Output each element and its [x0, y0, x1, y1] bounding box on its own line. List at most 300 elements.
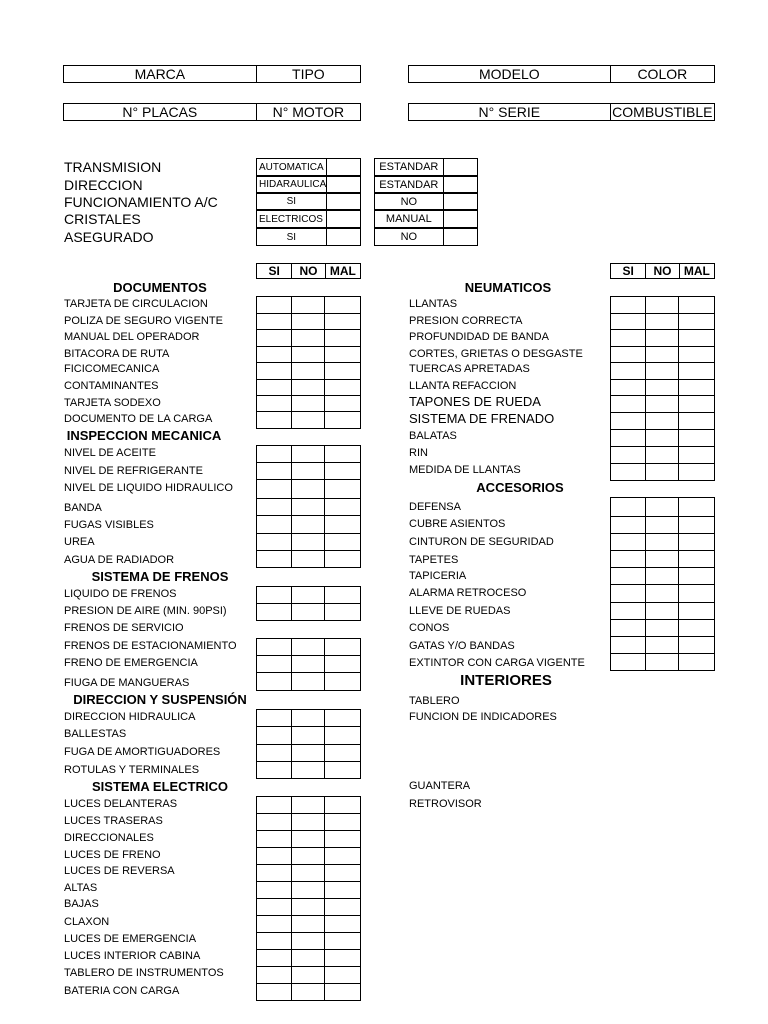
checkbox-no[interactable] [646, 447, 680, 464]
checkbox-mal[interactable] [325, 848, 361, 865]
column-header-right [610, 263, 715, 279]
checkbox-mal[interactable] [325, 363, 361, 380]
checkbox-mal[interactable] [325, 797, 361, 814]
checkbox-row [257, 762, 361, 779]
checklist-item-label: LUCES TRASERAS [64, 815, 163, 827]
checkbox-no[interactable] [292, 745, 326, 762]
checkbox-si[interactable] [257, 551, 292, 568]
checklist-item-label: TAPETES [409, 554, 459, 566]
checkbox-no[interactable] [646, 297, 680, 314]
checkbox-no[interactable] [292, 967, 326, 984]
checkbox-si[interactable] [611, 654, 646, 671]
checkbox-si[interactable] [257, 297, 292, 314]
checkbox-mal[interactable] [325, 831, 361, 848]
checkbox-si[interactable] [257, 499, 292, 516]
checkbox-no[interactable] [292, 551, 326, 568]
checkbox-mal[interactable] [679, 314, 715, 330]
checkbox-grid [256, 445, 361, 568]
checklist-item-label: PRESION CORRECTA [409, 315, 523, 327]
checklist-item-label: DOCUMENTO DE LA CARGA [64, 413, 213, 425]
checkbox-mal[interactable] [325, 933, 361, 950]
checkbox-si[interactable] [257, 882, 292, 899]
checkbox-si[interactable] [257, 363, 292, 380]
checklist-item-label: NIVEL DE ACEITE [64, 447, 156, 459]
option-a-text: HIDARAULICA [259, 179, 327, 190]
checkbox-row [257, 297, 361, 314]
checkbox-mal[interactable] [679, 297, 715, 314]
checklist-item-label: MEDIDA DE LLANTAS [409, 464, 521, 476]
header-cell-combustible: COMBUSTIBLE [610, 104, 714, 120]
checklist-item-label: CONOS [409, 622, 450, 634]
checkbox-mal[interactable] [325, 967, 361, 984]
checklist-item-label: ALARMA RETROCESO [409, 587, 527, 599]
checkbox-mal[interactable] [325, 516, 361, 534]
option-b-checkbox[interactable] [443, 194, 477, 209]
checklist-item-label: AGUA DE RADIADOR [64, 554, 175, 566]
checkbox-no[interactable] [292, 865, 326, 882]
checkbox-no[interactable] [646, 534, 680, 551]
option-a-checkbox[interactable] [326, 194, 360, 209]
checkbox-no[interactable] [292, 814, 326, 831]
checkbox-mal[interactable] [325, 347, 361, 363]
checkbox-mal[interactable] [679, 498, 715, 517]
checkbox-mal[interactable] [679, 585, 715, 603]
checklist-item-label: ALTAS [64, 882, 98, 894]
checkbox-si[interactable] [257, 604, 292, 621]
option-b-checkbox[interactable] [443, 177, 477, 192]
column-mal: MAL [679, 264, 714, 278]
checkbox-no[interactable] [292, 882, 326, 899]
checkbox-row [257, 463, 361, 480]
checkbox-row [611, 447, 715, 464]
checkbox-row [257, 604, 361, 621]
checkbox-mal[interactable] [325, 480, 361, 499]
checklist-item-label: TAPONES DE RUEDA [409, 394, 541, 409]
option-a-checkbox[interactable] [326, 159, 360, 175]
option-box-a [256, 193, 361, 210]
checkbox-row [257, 673, 361, 691]
checkbox-no[interactable] [292, 516, 326, 534]
checkbox-mal[interactable] [679, 396, 715, 413]
checkbox-row [257, 330, 361, 347]
option-box-a [256, 210, 361, 228]
checkbox-si[interactable] [611, 517, 646, 534]
checkbox-no[interactable] [646, 517, 680, 534]
checkbox-row [257, 950, 361, 967]
checkbox-no[interactable] [646, 551, 680, 568]
checkbox-si[interactable] [611, 396, 646, 413]
header-cell-placas: N° PLACAS [122, 104, 198, 120]
checkbox-si[interactable] [611, 498, 646, 517]
checkbox-no[interactable] [292, 899, 326, 916]
checkbox-si[interactable] [257, 933, 292, 950]
checkbox-grid [256, 796, 361, 1001]
checklist-item-label: CONTAMINANTES [64, 380, 159, 392]
checkbox-no[interactable] [292, 297, 326, 314]
checkbox-si[interactable] [257, 831, 292, 848]
option-box-b [374, 193, 478, 210]
general-label-asegurado: ASEGURADO [64, 229, 154, 245]
checkbox-row [257, 639, 361, 656]
checkbox-mal[interactable] [325, 745, 361, 762]
checkbox-mal[interactable] [679, 363, 715, 380]
checkbox-grid [610, 497, 715, 671]
column-header-left [256, 263, 361, 279]
column-mal: MAL [325, 264, 360, 278]
checkbox-mal[interactable] [679, 430, 715, 447]
checklist-item-label: RIN [409, 447, 428, 459]
column-si: SI [268, 264, 280, 278]
checkbox-mal[interactable] [679, 380, 715, 396]
checkbox-row [611, 380, 715, 396]
checkbox-row [257, 347, 361, 363]
checklist-item-label: FICICOMECANICA [64, 363, 160, 375]
checkbox-no[interactable] [646, 330, 680, 347]
checkbox-mal[interactable] [679, 603, 715, 620]
checkbox-no[interactable] [292, 656, 326, 673]
checkbox-no[interactable] [646, 637, 680, 654]
checklist-item-label: POLIZA DE SEGURO VIGENTE [64, 315, 223, 327]
checklist-item-label: BATERIA CON CARGA [64, 985, 180, 997]
checkbox-si[interactable] [257, 314, 292, 330]
checkbox-row [257, 916, 361, 933]
checkbox-no[interactable] [646, 380, 680, 396]
checklist-item-label: BALLESTAS [64, 728, 127, 740]
checkbox-si[interactable] [611, 363, 646, 380]
checkbox-row [611, 330, 715, 347]
checkbox-si[interactable] [257, 412, 292, 429]
checkbox-no[interactable] [292, 673, 326, 691]
checkbox-no[interactable] [292, 984, 326, 1001]
checkbox-no[interactable] [292, 916, 326, 933]
checkbox-si[interactable] [257, 380, 292, 396]
checkbox-mal[interactable] [679, 330, 715, 347]
checkbox-row [257, 967, 361, 984]
option-a-text: SI [286, 196, 297, 207]
checkbox-mal[interactable] [325, 899, 361, 916]
checklist-item-label: DIRECCION HIDRAULICA [64, 711, 196, 723]
checklist-item-label: MANUAL DEL OPERADOR [64, 331, 200, 343]
checkbox-mal[interactable] [325, 396, 361, 412]
checkbox-no[interactable] [292, 604, 326, 621]
checkbox-si[interactable] [257, 673, 292, 691]
column-no: NO [291, 264, 324, 278]
checkbox-row [611, 347, 715, 363]
checklist-item-label: TAPICERIA [409, 570, 467, 582]
checkbox-no[interactable] [292, 463, 326, 480]
checkbox-no[interactable] [646, 654, 680, 671]
checkbox-row [611, 464, 715, 481]
checkbox-no[interactable] [292, 797, 326, 814]
checkbox-mal[interactable] [679, 534, 715, 551]
checklist-item-label: TARJETA SODEXO [64, 397, 161, 409]
checklist-item-label: EXTINTOR CON CARGA VIGENTE [409, 657, 585, 669]
checkbox-si[interactable] [611, 585, 646, 603]
checkbox-no[interactable] [292, 396, 326, 412]
checkbox-mal[interactable] [679, 464, 715, 481]
checkbox-mal[interactable] [325, 865, 361, 882]
checkbox-no[interactable] [646, 347, 680, 363]
checklist-item-label: NIVEL DE REFRIGERANTE [64, 465, 203, 477]
checkbox-mal[interactable] [325, 534, 361, 551]
checkbox-mal[interactable] [679, 347, 715, 363]
option-a-text: ELECTRICOS [259, 213, 323, 225]
checkbox-no[interactable] [646, 413, 680, 430]
checkbox-row [257, 727, 361, 745]
header-cell-modelo: MODELO [479, 66, 540, 82]
section-title-mecanica: INSPECCION MECANICA [66, 428, 222, 443]
checkbox-si[interactable] [257, 899, 292, 916]
checkbox-si[interactable] [257, 480, 292, 499]
checkbox-no[interactable] [292, 314, 326, 330]
checkbox-mal[interactable] [325, 604, 361, 621]
column-si: SI [622, 264, 634, 278]
checkbox-si[interactable] [257, 950, 292, 967]
checklist-item-label: CORTES, GRIETAS O DESGASTE [409, 348, 583, 360]
checklist-item-label: LLANTAS [409, 298, 458, 310]
checkbox-row [257, 534, 361, 551]
checkbox-mal[interactable] [325, 710, 361, 727]
checkbox-row [257, 446, 361, 463]
checklist-item-label: CLAXON [64, 916, 110, 928]
checkbox-si[interactable] [257, 710, 292, 727]
checkbox-si[interactable] [257, 516, 292, 534]
checkbox-no[interactable] [292, 710, 326, 727]
checkbox-mal[interactable] [679, 447, 715, 464]
checkbox-si[interactable] [257, 639, 292, 656]
general-label-ac: FUNCIONAMIENTO A/C [64, 194, 218, 210]
option-b-text: ESTANDAR [379, 178, 439, 191]
checkbox-no[interactable] [646, 568, 680, 585]
checkbox-row [257, 380, 361, 396]
checkbox-si[interactable] [611, 464, 646, 481]
checkbox-no[interactable] [292, 639, 326, 656]
checkbox-si[interactable] [257, 727, 292, 745]
checkbox-row [611, 498, 715, 517]
checkbox-si[interactable] [257, 347, 292, 363]
checkbox-mal[interactable] [325, 762, 361, 779]
checkbox-no[interactable] [292, 499, 326, 516]
checklist-item-label: NIVEL DE LIQUIDO HIDRAULICO [64, 482, 233, 494]
header-cell-color: COLOR [610, 66, 714, 82]
checkbox-row [257, 831, 361, 848]
checkbox-mal[interactable] [325, 814, 361, 831]
checkbox-mal[interactable] [325, 314, 361, 330]
checkbox-no[interactable] [292, 534, 326, 551]
checkbox-mal[interactable] [679, 620, 715, 637]
checkbox-mal[interactable] [679, 551, 715, 568]
checkbox-si[interactable] [611, 297, 646, 314]
checkbox-mal[interactable] [325, 984, 361, 1001]
checkbox-mal[interactable] [325, 882, 361, 899]
header-box-modelo-color [408, 65, 715, 83]
option-b-text: ESTANDAR [379, 161, 439, 173]
checkbox-no[interactable] [646, 363, 680, 380]
checkbox-si[interactable] [611, 413, 646, 430]
checklist-item-label: CUBRE ASIENTOS [409, 518, 506, 530]
checkbox-mal[interactable] [679, 568, 715, 585]
checkbox-si[interactable] [611, 347, 646, 363]
checkbox-si[interactable] [257, 330, 292, 347]
checkbox-row [257, 745, 361, 762]
checkbox-no[interactable] [646, 620, 680, 637]
checkbox-no[interactable] [292, 480, 326, 499]
checkbox-si[interactable] [257, 848, 292, 865]
checkbox-mal[interactable] [325, 950, 361, 967]
checklist-item-label: FIUGA DE MANGUERAS [64, 677, 190, 689]
checkbox-row [611, 396, 715, 413]
option-a-checkbox[interactable] [326, 229, 360, 245]
section-title-direccion: DIRECCION Y SUSPENSIÓN [73, 692, 247, 707]
checkbox-mal[interactable] [325, 916, 361, 933]
checkbox-row [257, 499, 361, 516]
checkbox-si[interactable] [257, 762, 292, 779]
checklist-item-label: PRESION DE AIRE (MIN. 90PSI) [64, 605, 227, 617]
checkbox-si[interactable] [611, 603, 646, 620]
checkbox-no[interactable] [292, 831, 326, 848]
checklist-item-label: TABLERO [409, 695, 460, 707]
checkbox-no[interactable] [292, 446, 326, 463]
checkbox-si[interactable] [257, 446, 292, 463]
checkbox-si[interactable] [257, 463, 292, 480]
section-title-interiores: INTERIORES [460, 672, 552, 689]
checkbox-si[interactable] [257, 916, 292, 933]
option-b-checkbox[interactable] [443, 159, 477, 175]
checkbox-no[interactable] [292, 330, 326, 347]
checkbox-row [257, 933, 361, 950]
checkbox-mal[interactable] [325, 551, 361, 568]
checkbox-mal[interactable] [679, 413, 715, 430]
option-a-checkbox[interactable] [326, 211, 360, 227]
checkbox-mal[interactable] [679, 637, 715, 654]
option-b-checkbox[interactable] [443, 229, 477, 245]
checkbox-si[interactable] [257, 587, 292, 604]
checkbox-grid [256, 638, 361, 691]
checkbox-mal[interactable] [325, 673, 361, 691]
checklist-item-label: ROTULAS Y TERMINALES [64, 764, 200, 776]
checkbox-mal[interactable] [325, 297, 361, 314]
checklist-item-label: TUERCAS APRETADAS [409, 363, 530, 375]
checkbox-si[interactable] [257, 865, 292, 882]
checklist-item-label: LUCES DE EMERGENCIA [64, 933, 197, 945]
checkbox-si[interactable] [611, 330, 646, 347]
checkbox-mal[interactable] [325, 463, 361, 480]
checkbox-mal[interactable] [679, 517, 715, 534]
checkbox-si[interactable] [257, 814, 292, 831]
checkbox-no[interactable] [292, 848, 326, 865]
checkbox-no[interactable] [292, 412, 326, 429]
checkbox-no[interactable] [646, 314, 680, 330]
checkbox-si[interactable] [611, 551, 646, 568]
checkbox-no[interactable] [292, 762, 326, 779]
checkbox-no[interactable] [646, 603, 680, 620]
checkbox-row [257, 899, 361, 916]
checkbox-si[interactable] [257, 534, 292, 551]
checkbox-mal[interactable] [325, 412, 361, 429]
checkbox-row [257, 710, 361, 727]
checkbox-si[interactable] [257, 656, 292, 673]
checkbox-no[interactable] [646, 464, 680, 481]
checkbox-no[interactable] [292, 347, 326, 363]
checkbox-si[interactable] [257, 984, 292, 1001]
section-title-accesorios: ACCESORIOS [476, 480, 564, 495]
checkbox-si[interactable] [611, 430, 646, 447]
checkbox-row [257, 396, 361, 412]
checkbox-row [257, 882, 361, 899]
checkbox-mal[interactable] [679, 654, 715, 671]
checkbox-si[interactable] [611, 314, 646, 330]
checkbox-no[interactable] [292, 363, 326, 380]
option-box-b [374, 228, 478, 246]
checkbox-mal[interactable] [325, 330, 361, 347]
checkbox-row [611, 620, 715, 637]
checkbox-row [611, 314, 715, 330]
checkbox-si[interactable] [611, 637, 646, 654]
checkbox-no[interactable] [292, 933, 326, 950]
checkbox-row [257, 480, 361, 499]
checkbox-no[interactable] [646, 585, 680, 603]
checklist-item-label: BALATAS [409, 430, 457, 442]
checkbox-row [611, 413, 715, 430]
checkbox-no[interactable] [292, 727, 326, 745]
checkbox-row [257, 363, 361, 380]
checkbox-no[interactable] [646, 396, 680, 413]
checkbox-si[interactable] [257, 967, 292, 984]
checkbox-row [611, 568, 715, 585]
checklist-item-label: GUANTERA [409, 780, 471, 792]
checklist-item-label: PROFUNDIDAD DE BANDA [409, 331, 549, 343]
option-a-checkbox[interactable] [326, 177, 360, 192]
checkbox-no[interactable] [646, 498, 680, 517]
checkbox-mal[interactable] [325, 656, 361, 673]
checkbox-mal[interactable] [325, 380, 361, 396]
section-title-frenos: SISTEMA DE FRENOS [91, 569, 229, 584]
checkbox-row [257, 314, 361, 330]
checkbox-no[interactable] [292, 587, 326, 604]
checkbox-row [257, 656, 361, 673]
checkbox-si[interactable] [257, 745, 292, 762]
checkbox-si[interactable] [611, 568, 646, 585]
option-a-text: SI [286, 231, 297, 243]
checkbox-si[interactable] [611, 447, 646, 464]
checkbox-mal[interactable] [325, 727, 361, 745]
checkbox-si[interactable] [257, 797, 292, 814]
general-label-cristales: CRISTALES [64, 211, 141, 227]
checkbox-si[interactable] [611, 380, 646, 396]
checkbox-si[interactable] [611, 620, 646, 637]
checklist-item-label: FRENOS DE ESTACIONAMIENTO [64, 640, 237, 652]
checklist-item-label: FUNCION DE INDICADORES [409, 711, 557, 723]
checkbox-row [611, 363, 715, 380]
checkbox-row [611, 534, 715, 551]
checkbox-mal[interactable] [325, 639, 361, 656]
checkbox-no[interactable] [292, 950, 326, 967]
checkbox-si[interactable] [611, 534, 646, 551]
option-box-b [374, 176, 478, 193]
checkbox-si[interactable] [257, 396, 292, 412]
checkbox-no[interactable] [646, 430, 680, 447]
checkbox-row [611, 430, 715, 447]
checkbox-row [611, 517, 715, 534]
option-b-checkbox[interactable] [443, 211, 477, 227]
checkbox-no[interactable] [292, 380, 326, 396]
checkbox-mal[interactable] [325, 499, 361, 516]
checklist-item-label: FRENOS DE SERVICIO [64, 622, 184, 634]
option-box-a [256, 228, 361, 246]
checkbox-mal[interactable] [325, 587, 361, 604]
checkbox-mal[interactable] [325, 446, 361, 463]
checklist-item-label: LUCES DE FRENO [64, 849, 161, 861]
